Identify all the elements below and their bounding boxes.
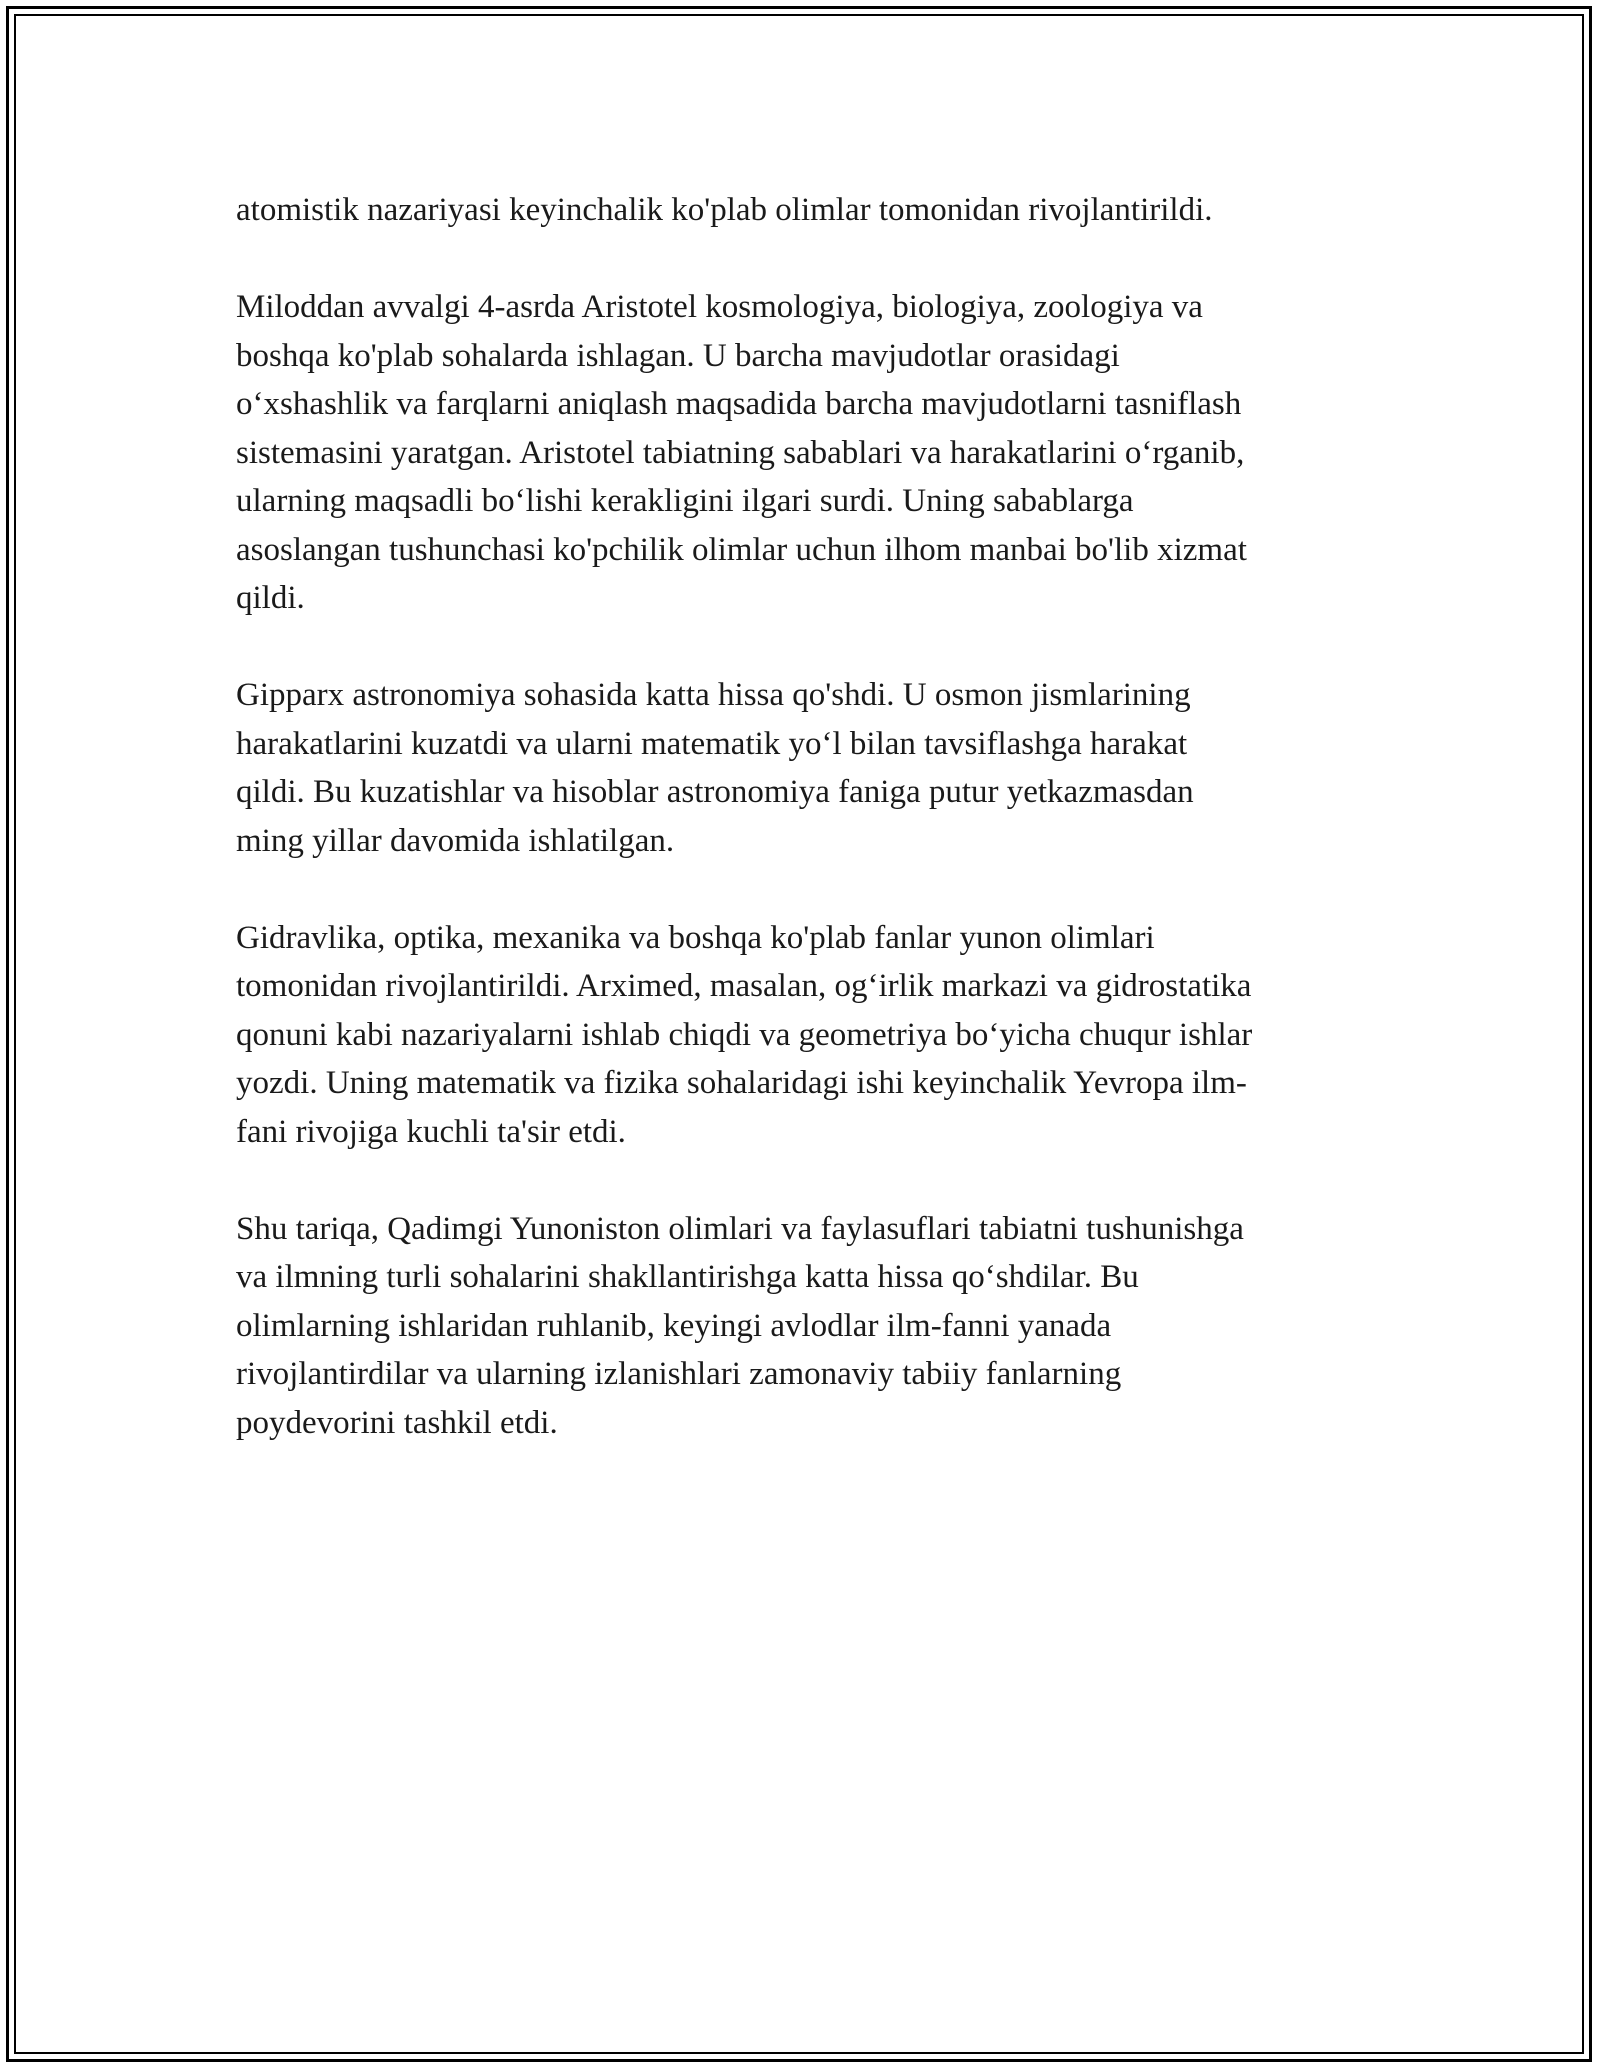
text-line: Gipparx astronomiya sohasida katta hissa qo'shdi. U osmon jismlarining (236, 677, 1191, 713)
paragraph (236, 1205, 1376, 1448)
text-line: ularning maqsadli bo‘lishi kerakligini ilgari surdi. Uning sabablarga (236, 483, 1134, 519)
text-line: Gidravlika, optika, mexanika va boshqa ko'plab fanlar yunon olimlari (236, 919, 1155, 956)
text-line: qonuni kabi nazariyalarni ishlab chiqdi va geometriya bo‘yicha chuqur ishlar (236, 1016, 1253, 1053)
text-line: o‘xshashlik va farqlarni aniqlash maqsadida barcha mavjudotlarni tasniflash (236, 386, 1242, 422)
text-line: atomistik nazariyasi keyinchalik ko'plab olimlar tomonidan rivojlantirildi. (236, 192, 1213, 228)
text-line: tomonidan rivojlantirildi. Arximed, masalan, og‘irlik markazi va gidrostatika (236, 968, 1252, 1004)
text-line: Shu tariqa, Qadimgi Yunoniston olimlari va faylasuflari tabiatni tushunishga (236, 1210, 1244, 1247)
paragraph (236, 283, 1376, 623)
text-line: yozdi. Uning matematik va fizika sohalaridagi ishi keyinchalik Yevropa ilm- (236, 1065, 1247, 1101)
text-line: va ilmning turli sohalarini shakllantirishga katta hissa qo‘shdilar. Bu (236, 1259, 1139, 1295)
text-line: poydevorini tashkil etdi. (236, 1404, 558, 1441)
text-line: qildi. (236, 580, 305, 616)
text-line: qildi. Bu kuzatishlar va hisoblar astronomiya faniga putur yetkazmasdan (236, 774, 1194, 810)
paragraph (236, 186, 1376, 235)
text-line: rivojlantirdilar va ularning izlanishlari zamonaviy tabiiy fanlarning (236, 1356, 1122, 1392)
text-line: boshqa ko'plab sohalarda ishlagan. U barcha mavjudotlar orasidagi (236, 337, 1120, 374)
document-body (236, 186, 1376, 1496)
text-line: olimlarning ishlaridan ruhlanib, keyingi avlodlar ilm-fanni yanada (236, 1307, 1112, 1344)
text-line: ming yillar davomida ishlatilgan. (236, 822, 675, 859)
text-line: asoslangan tushunchasi ko'pchilik olimlar uchun ilhom manbai bo'lib xizmat (236, 531, 1247, 568)
paragraph (236, 914, 1376, 1157)
paragraph (236, 671, 1376, 865)
text-line: sistemasini yaratgan. Aristotel tabiatning sabablari va harakatlarini o‘rganib, (236, 434, 1245, 471)
text-line: Miloddan avvalgi 4-asrda Aristotel kosmologiya, biologiya, zoologiya va (236, 289, 1203, 325)
text-line: fani rivojiga kuchli ta'sir etdi. (236, 1113, 626, 1150)
text-line: harakatlarini kuzatdi va ularni matematik yo‘l bilan tavsiflashga harakat (236, 725, 1188, 762)
